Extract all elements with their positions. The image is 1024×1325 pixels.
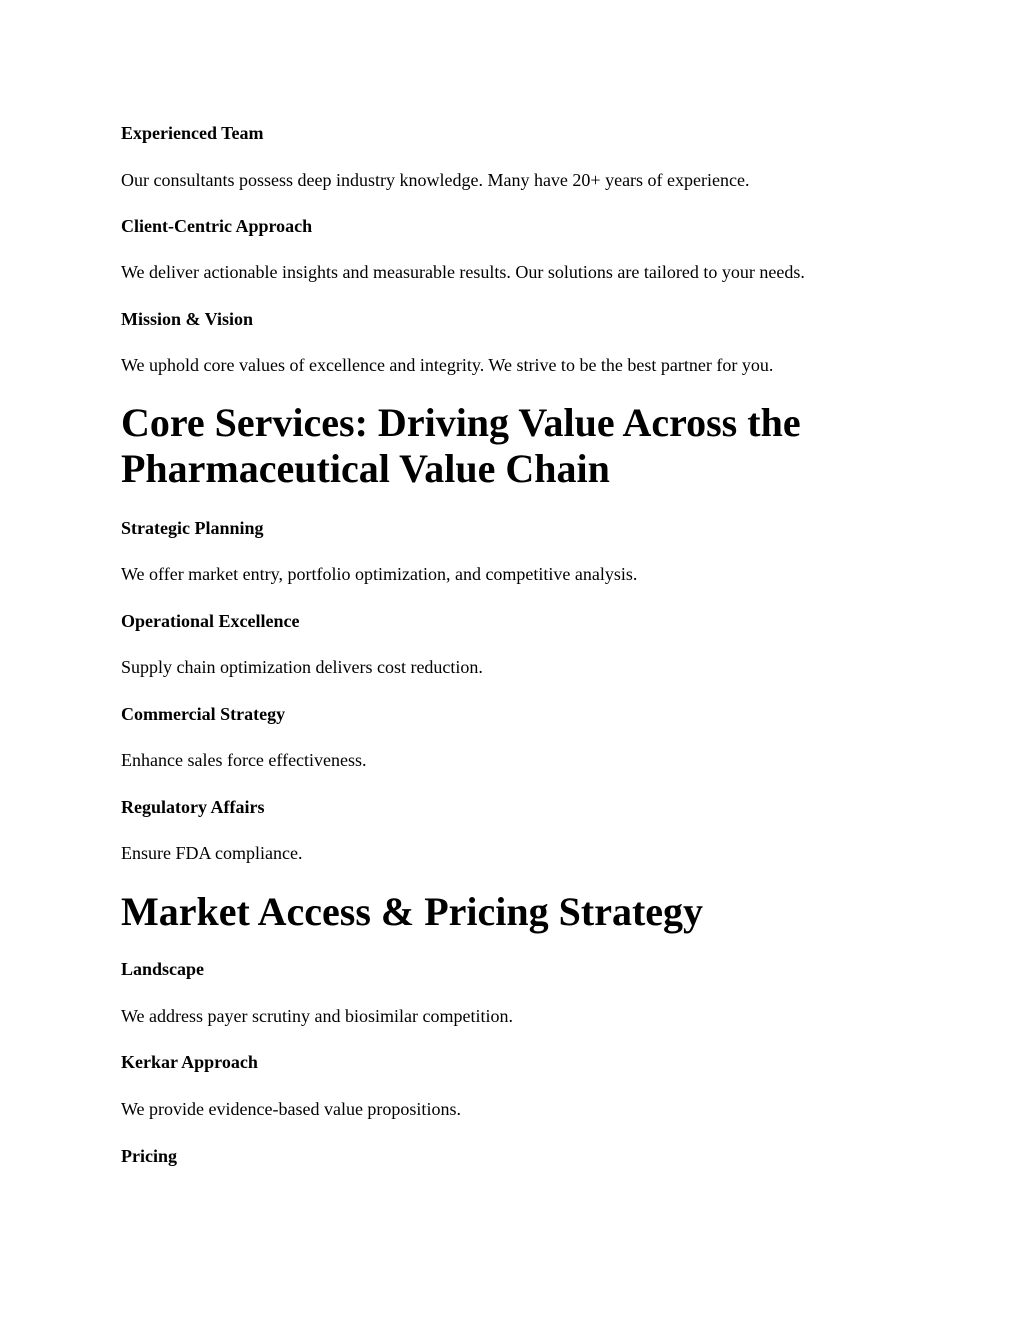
item-heading-kerkar-approach: Kerkar Approach (121, 1052, 258, 1072)
item-heading-client-centric-approach: Client-Centric Approach (121, 216, 313, 236)
item-text-commercial-strategy: Enhance sales force effectiveness. (121, 750, 367, 770)
section-title-core-services-line1: Core Services: Driving Value Across the (121, 400, 801, 445)
item-heading-operational-excellence: Operational Excellence (121, 611, 300, 631)
item-text-kerkar-approach: We provide evidence-based value propositions. (121, 1099, 461, 1119)
item-heading-experienced-team: Experienced Team (121, 123, 264, 143)
item-text-client-centric-approach: We deliver actionable insights and measurable results. Our solutions are tailored to your needs. (121, 262, 805, 282)
item-heading-pricing: Pricing (121, 1146, 177, 1166)
item-text-regulatory-affairs: Ensure FDA compliance. (121, 843, 303, 863)
item-text-landscape: We address payer scrutiny and biosimilar competition. (121, 1006, 513, 1026)
section-title-core-services-line2: Pharmaceutical Value Chain (121, 446, 610, 491)
item-heading-strategic-planning: Strategic Planning (121, 518, 264, 538)
item-text-experienced-team: Our consultants possess deep industry knowledge. Many have 20+ years of experience. (121, 170, 750, 190)
item-text-operational-excellence: Supply chain optimization delivers cost reduction. (121, 657, 483, 677)
section-title-market-access: Market Access & Pricing Strategy (121, 889, 704, 934)
item-text-mission-vision: We uphold core values of excellence and integrity. We strive to be the best partner for you. (121, 355, 774, 375)
item-heading-commercial-strategy: Commercial Strategy (121, 704, 286, 724)
item-heading-mission-vision: Mission & Vision (121, 309, 254, 329)
item-heading-regulatory-affairs: Regulatory Affairs (121, 797, 265, 817)
item-heading-landscape: Landscape (121, 959, 205, 979)
item-text-strategic-planning: We offer market entry, portfolio optimization, and competitive analysis. (121, 564, 638, 584)
